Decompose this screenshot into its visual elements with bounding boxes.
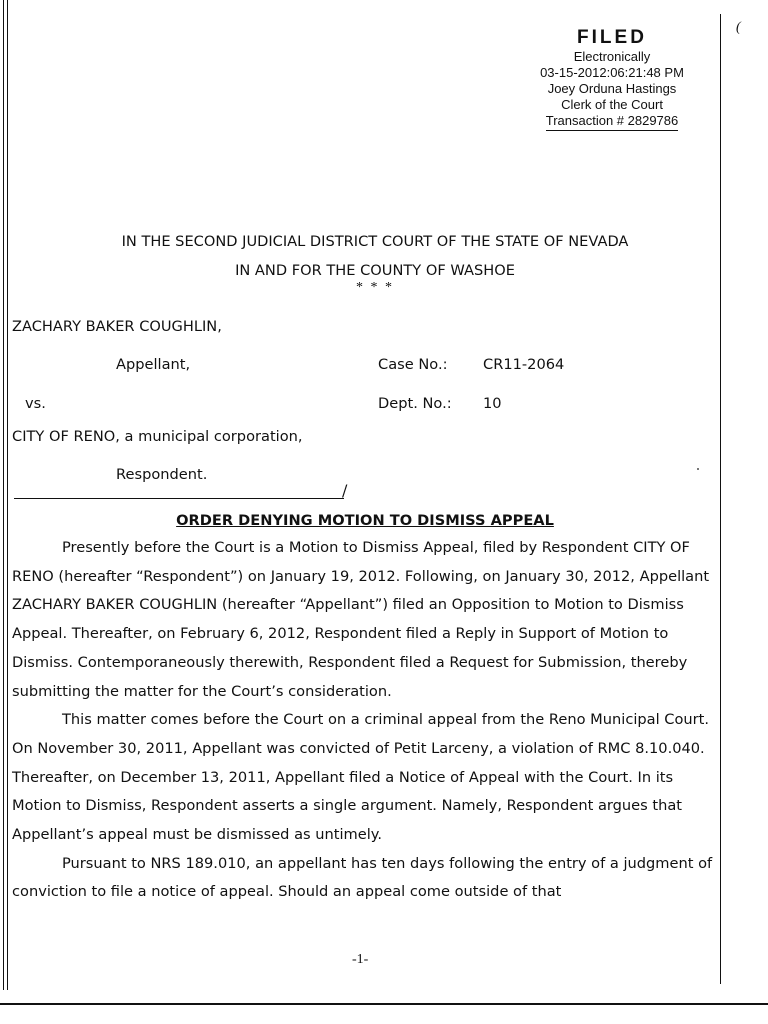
filed-electronically: Electronically (573, 49, 651, 64)
order-paragraph-2: This matter comes before the Court on a criminal appeal from the Reno Municipal Court. On November 30, 2011, Appellant was convicted of Petit Larceny, a violation of RMC 8.10.040. Thereafter, on December 13, 2011, Appellant filed a Notice of Appeal with the Court. In its Motion to Dismiss, Respondent asserts a single argument. Namely, Respondent argues that Appellant’s appeal must be dismissed as untimely. (12, 711, 710, 844)
clerk-name: Joey Orduna Hastings (547, 81, 677, 96)
dept-number-value: 10 (483, 395, 502, 412)
heading-stars: * * * (356, 280, 394, 295)
order-body (12, 534, 720, 907)
caption-divider-slash: / (342, 481, 348, 500)
court-heading-line2: IN AND FOR THE COUNTY OF WASHOE (235, 262, 515, 279)
filed-heading: FILED (577, 27, 647, 48)
order-paragraph-1: Presently before the Court is a Motion to Dismiss Appeal, filed by Respondent CITY OF RENO (hereafter “Respondent”) on January 19, 2012. Following, on January 30, 2012, Appellant ZACHARY BAKER COUGHLIN (hereafter “Appellant”) filed an Opposition to Motion to Dismiss Appeal. Thereafter, on February 6, 2012, Respondent filed a Reply in Support of Motion to Dismiss. Contemporaneously therewith, Respondent filed a Request for Submission, thereby submitting the matter for the Court’s consideration. (12, 539, 710, 700)
dept-number-label: Dept. No.: (378, 395, 452, 412)
court-heading-line1: IN THE SECOND JUDICIAL DISTRICT COURT OF THE STATE OF NEVADA (121, 233, 629, 250)
filed-stamp (524, 27, 700, 131)
corner-mark: ( (736, 20, 741, 35)
appellant-name: ZACHARY BAKER COUGHLIN, (12, 318, 222, 335)
versus-label: vs. (25, 395, 46, 412)
caption-divider-line (14, 498, 344, 499)
transaction-number: Transaction # 2829786 (546, 113, 679, 131)
scan-speck (697, 468, 699, 470)
respondent-name: CITY OF RENO, a municipal corporation, (12, 428, 303, 445)
bottom-page-edge (0, 1003, 768, 1005)
filed-timestamp: 03-15-2012:06:21:48 PM (540, 65, 684, 80)
left-margin-rule-inner (7, 0, 8, 990)
respondent-role: Respondent. (116, 466, 208, 483)
order-title: ORDER DENYING MOTION TO DISMISS APPEAL (176, 512, 554, 529)
order-paragraph-3: Pursuant to NRS 189.010, an appellant has ten days following the entry of a judgment of conviction to file a notice of appeal. Should an appeal come outside of that (12, 854, 713, 901)
clerk-title: Clerk of the Court (561, 97, 663, 112)
left-margin-rule-outer (3, 0, 4, 990)
page-number: -1- (352, 952, 369, 967)
appellant-role: Appellant, (116, 356, 191, 373)
case-number-label: Case No.: (378, 356, 448, 373)
case-number-value: CR11-2064 (483, 356, 565, 373)
right-margin-rule (720, 14, 721, 984)
